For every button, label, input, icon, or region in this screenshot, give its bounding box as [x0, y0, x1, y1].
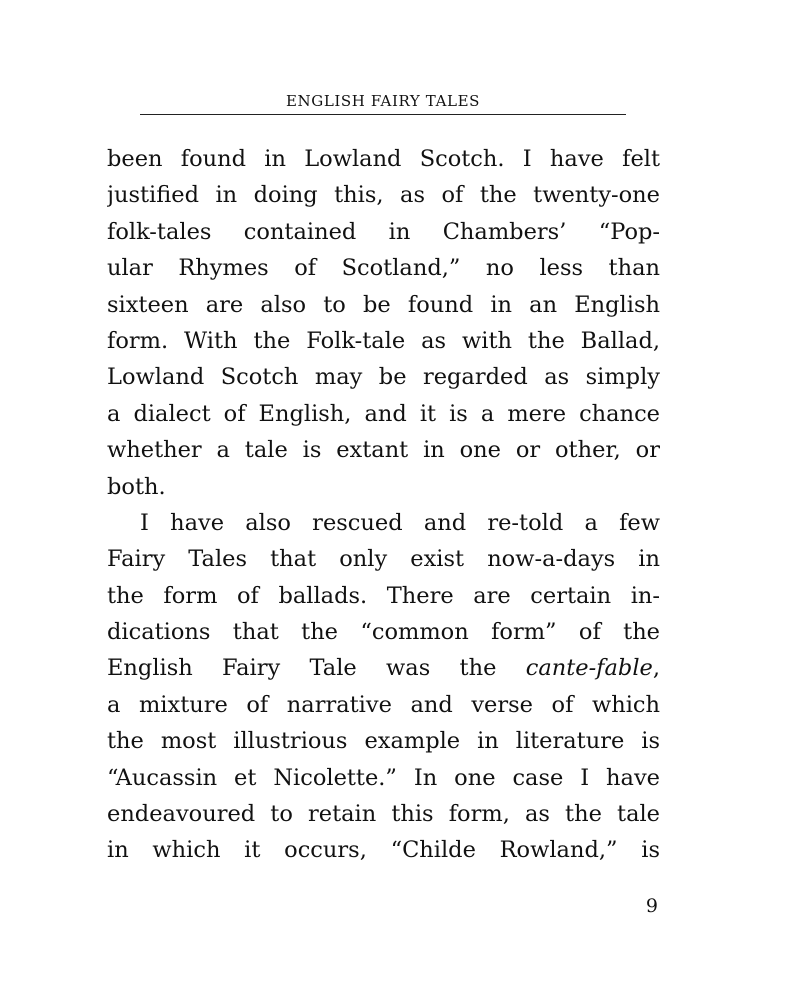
paragraph-2-line-6: a mixture of narrative and verse of which	[107, 691, 660, 718]
paragraph-1-line-3: folk-tales contained in Chambers’ “Pop-	[107, 218, 660, 245]
paragraph-2-line-8: “Aucassin et Nicolette.” In one case I have	[107, 764, 660, 791]
body-text	[107, 141, 660, 869]
paragraph-2-line-3: the form of ballads. There are certain in-	[107, 582, 660, 609]
paragraph-1-line-8: a dialect of English, and it is a mere chance	[107, 400, 660, 427]
paragraph-1-line-6: form. With the Folk-tale as with the Ballad,	[107, 327, 660, 354]
paragraph-1-line-7: Lowland Scotch may be regarded as simply	[107, 364, 660, 391]
paragraph-1-line-1: been found in Lowland Scotch. I have felt	[107, 146, 660, 172]
header-rule	[140, 114, 626, 115]
paragraph-2-line-7: the most illustrious example in literature is	[107, 728, 660, 755]
paragraph-2-line-10: in which it occurs, “Childe Rowland,” is	[107, 837, 660, 864]
paragraph-2-line-5	[107, 650, 660, 686]
paragraph-2-line-9: endeavoured to retain this form, as the tale	[107, 801, 660, 828]
paragraph-1-line-5: sixteen are also to be found in an English	[107, 291, 660, 318]
paragraph-2-line-2: Fairy Tales that only exist now-a-days in	[107, 546, 660, 573]
paragraph-2-line-1: I have also rescued and re-told a few	[140, 509, 660, 536]
line-5-text-before: English Fairy Tale was the	[107, 655, 526, 682]
paragraph-1-line-10: both.	[107, 473, 166, 500]
paragraph-2-line-4: dications that the “common form” of the	[107, 619, 660, 646]
cante-fable-term: cante-fable	[525, 655, 653, 682]
page-number: 9	[645, 895, 658, 917]
running-head: ENGLISH FAIRY TALES	[285, 92, 481, 110]
paragraph-1-line-2: justified in doing this, as of the twenty-one	[107, 182, 660, 209]
paragraph-1-line-4: ular Rhymes of Scotland,” no less than	[107, 255, 660, 282]
line-5-text-after: ,	[652, 655, 660, 682]
paragraph-1-line-9: whether a tale is extant in one or other, or	[107, 437, 660, 464]
